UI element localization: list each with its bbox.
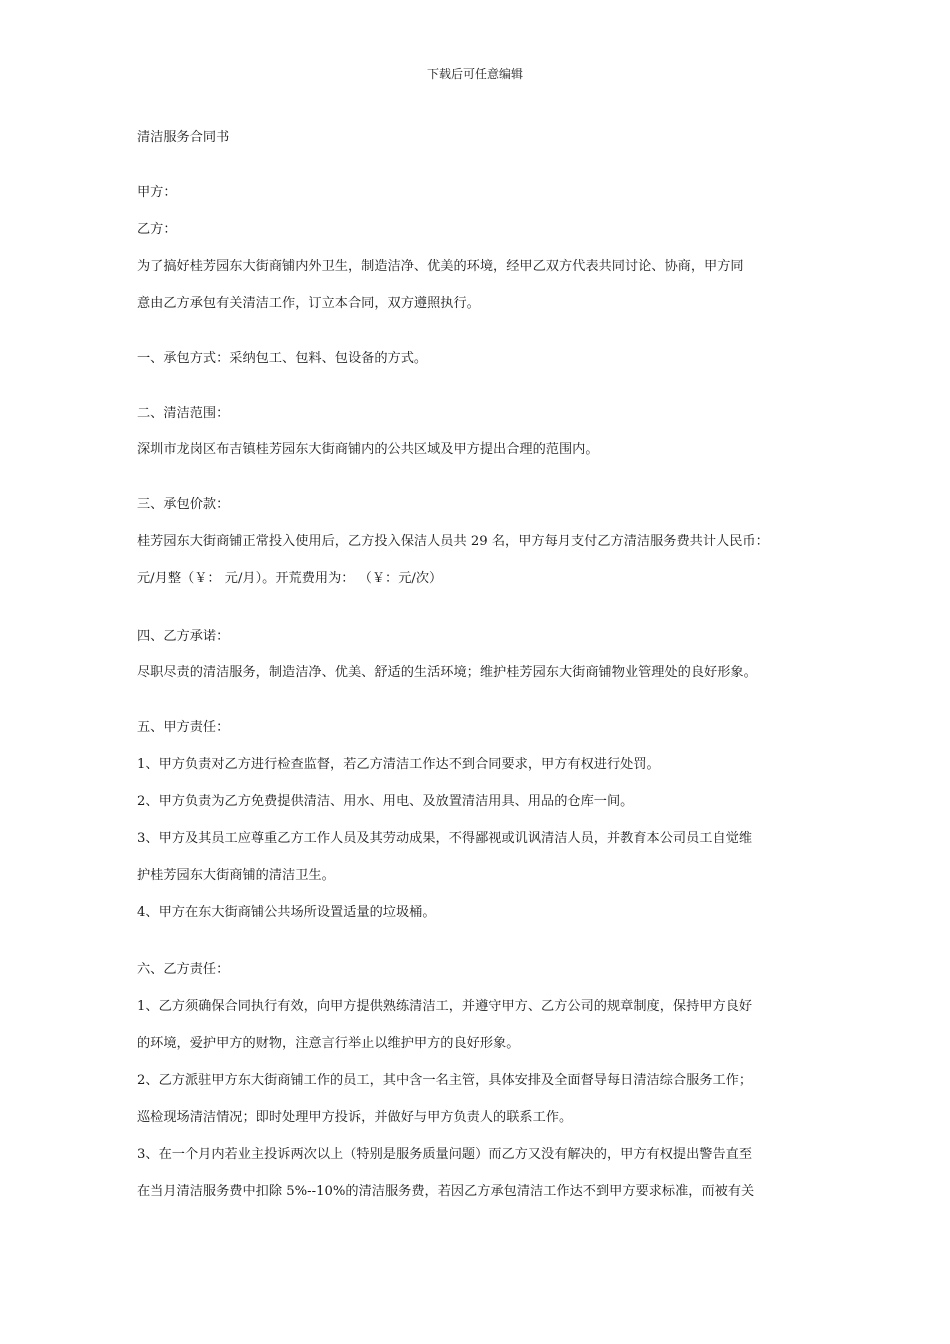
section-6-line: 2、乙方派驻甲方东大街商铺工作的员工，其中含一名主管，具体安排及全面督导每日清洁综合服务工作； (137, 1073, 753, 1088)
section-4-line: 尽职尽责的清洁服务，制造洁净、优美、舒适的生活环境；维护桂芳园东大街商铺物业管理处的良好形象。 (137, 665, 757, 680)
party-b-label: 乙方： (137, 222, 177, 237)
section-3-line: 元/月整（￥： 元/月）。开荒费用为： （￥：元/次） (137, 571, 443, 586)
section-3-line: 桂芳园东大街商铺正常投入使用后，乙方投入保洁人员共 29 名，甲方每月支付乙方清洁服务费共计人民币： (137, 534, 769, 549)
section-5-line: 1、甲方负责对乙方进行检查监督，若乙方清洁工作达不到合同要求，甲方有权进行处罚。 (137, 757, 660, 772)
section-2-heading: 二、清洁范围： (137, 406, 230, 421)
section-4-heading: 四、乙方承诺： (137, 629, 230, 644)
section-6-line: 1、乙方须确保合同执行有效，向甲方提供熟练清洁工，并遵守甲方、乙方公司的规章制度，保持甲方良好 (137, 999, 753, 1014)
section-5-line: 护桂芳园东大街商铺的清洁卫生。 (137, 868, 335, 883)
section-6-line: 在当月清洁服务费中扣除 5%--10%的清洁服务费，若因乙方承包清洁工作达不到甲方要求标准，而被有关 (137, 1184, 755, 1199)
party-a-label: 甲方： (137, 185, 177, 200)
document-title: 清洁服务合同书 (137, 130, 230, 145)
section-5-line: 2、甲方负责为乙方免费提供清洁、用水、用电、及放置清洁用具、用品的仓库一间。 (137, 794, 634, 809)
section-6-heading: 六、乙方责任： (137, 962, 230, 977)
intro-line: 意由乙方承包有关清洁工作，订立本合同，双方遵照执行。 (137, 296, 480, 311)
section-2-line: 深圳市龙岗区布吉镇桂芳园东大街商铺内的公共区域及甲方提出合理的范围内。 (137, 442, 599, 457)
section-3-heading: 三、承包价款： (137, 497, 230, 512)
section-5-line: 4、甲方在东大街商铺公共场所设置适量的垃圾桶。 (137, 905, 436, 920)
section-6-line: 巡检现场清洁情况；即时处理甲方投诉，并做好与甲方负责人的联系工作。 (137, 1110, 573, 1125)
section-6-line: 3、在一个月内若业主投诉两次以上（特别是服务质量问题）而乙方又没有解决的，甲方有权提出警告直至 (137, 1147, 753, 1162)
intro-line: 为了搞好桂芳园东大街商铺内外卫生，制造洁净、优美的环境，经甲乙双方代表共同讨论、协商，甲方同 (137, 259, 744, 274)
section-1-line: 一、承包方式：采纳包工、包料、包设备的方式。 (137, 351, 428, 366)
section-5-line: 3、甲方及其员工应尊重乙方工作人员及其劳动成果，不得鄙视或讥讽清洁人员，并教育本公司员工自觉维 (137, 831, 753, 846)
section-5-heading: 五、甲方责任： (137, 720, 230, 735)
page-header: 下载后可任意编辑 (426, 67, 523, 81)
section-6-line: 的环境，爱护甲方的财物，注意言行举止以维护甲方的良好形象。 (137, 1036, 520, 1051)
